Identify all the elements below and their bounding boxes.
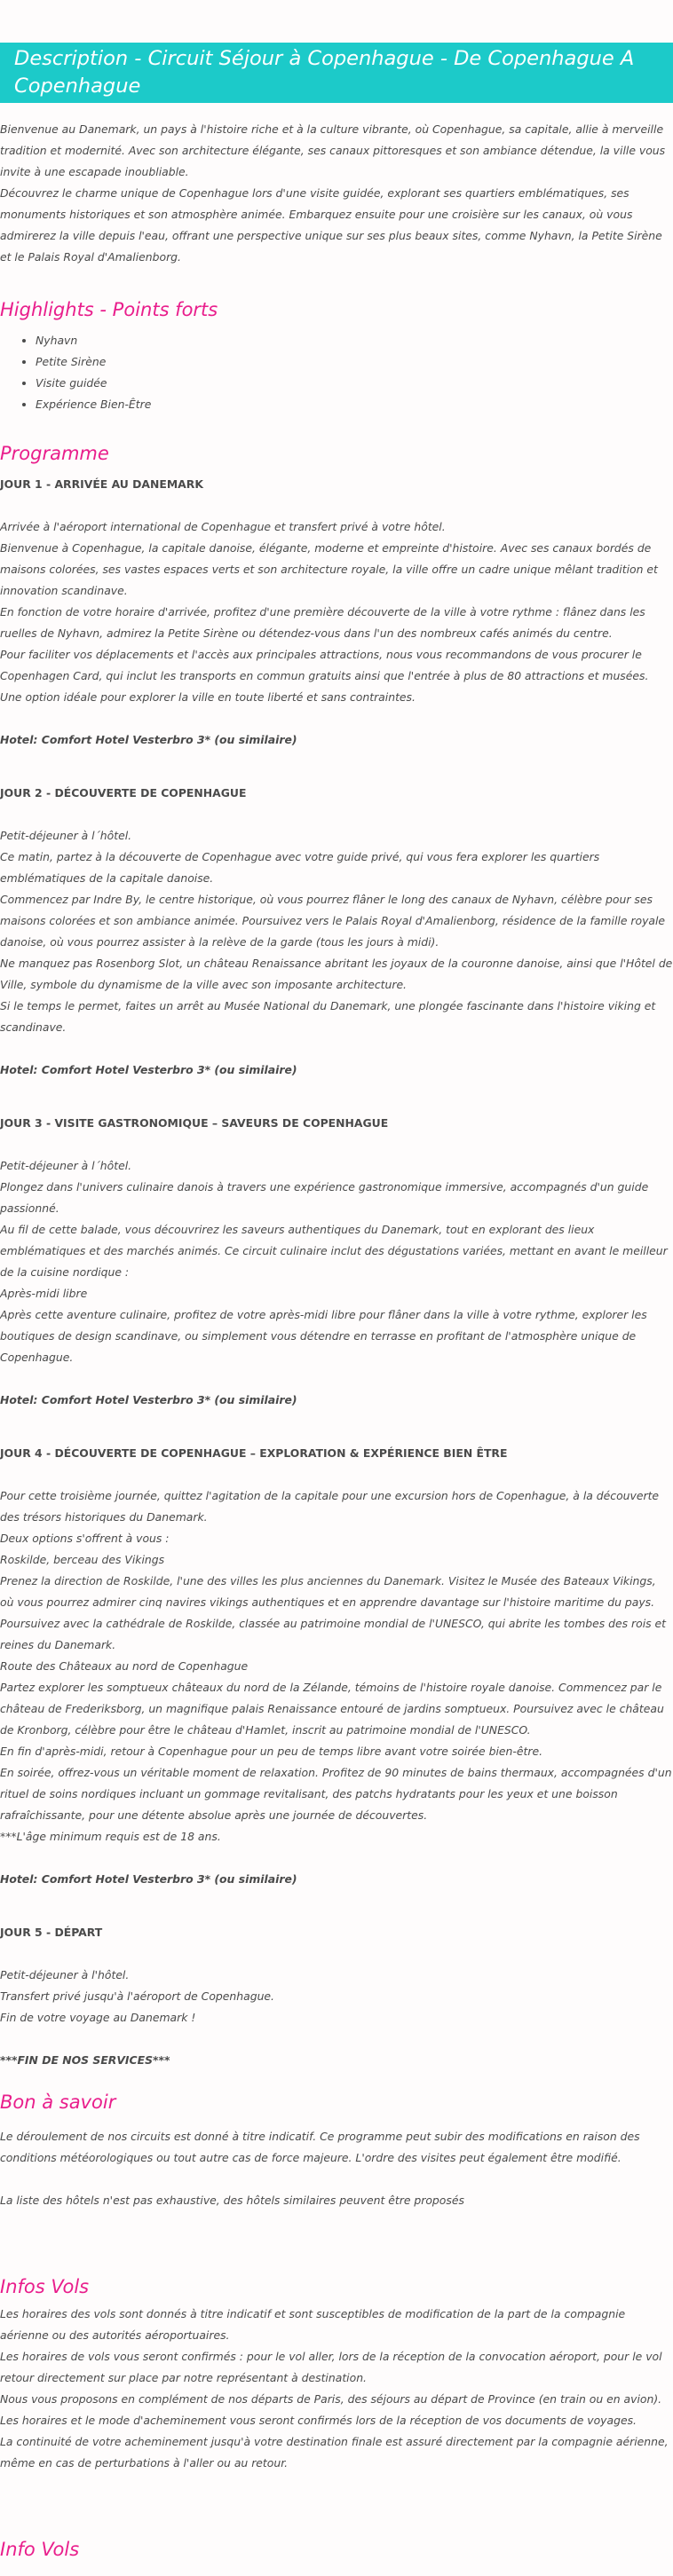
day-line: Au fil de cette balade, vous découvrirez les saveurs authentiques du Danemark, tout en explorant des lieux emblématiques et des marchés animés. Ce circuit culinaire inclut des dégustations variées, mettant en avant le meilleur de la cuisine nordique : (0, 1223, 668, 1279)
day-line: Pour cette troisième journée, quittez l'agitation de la capitale pour une excursion hors de Copenhague, à la découverte des trésors historiques du Danemark. (0, 1489, 660, 1524)
day-line: Petit-déjeuner à l'hôtel. (0, 1968, 130, 1981)
info-line: Les horaires et le mode d'acheminement vous seront confirmés lors de la réception de vos documents de voyages. (0, 2414, 637, 2427)
day-block (0, 1113, 673, 1411)
day-line: Partez explorer les somptueux châteaux du nord de la Zélande, témoins de l'histoire royale danoise. Commencez par le château de Frederiksborg, un magnifique palais Renaissance entouré de jardins somptueux. Poursuivez avec le château de Kronborg, célèbre pour être le château d'Hamlet, inscrit au patrimoine mondial de l'UNESCO. (0, 1681, 664, 1737)
day-line: Petit-déjeuner à l´hôtel. (0, 829, 132, 842)
day-line: Ne manquez pas Rosenborg Slot, un château Renaissance abritant les joyaux de la couronne danoise, ainsi que l'Hôtel de Ville, symbole du dynamisme de la ville avec son imposante architecture. (0, 957, 673, 991)
list-item: • Visite guidée (36, 373, 673, 394)
day-line: Ce matin, partez à la découverte de Copenhague avec votre guide privé, qui vous fera explorer les quartiers emblématiques de la capitale danoise. (0, 850, 600, 885)
day-line: ***L'âge minimum requis est de 18 ans. (0, 1830, 221, 1843)
info-paragraph: La liste des hôtels n'est pas exhaustive, des hôtels similaires peuvent être proposés (0, 2194, 464, 2207)
day-line: Fin de votre voyage au Danemark ! (0, 2011, 196, 2024)
list-item: • Petite Sirène (36, 351, 673, 373)
day-block (0, 1922, 673, 2071)
day-block (0, 783, 673, 1081)
day-line: En fin d'après-midi, retour à Copenhague pour un peu de temps libre avant votre soirée bien-être. (0, 1745, 543, 1758)
highlights-list (0, 330, 673, 415)
day-title: JOUR 1 - ARRIVÉE AU DANEMARK (0, 477, 203, 491)
page-title: Description - Circuit Séjour à Copenhague - De Copenhague A Copenhague (0, 43, 673, 103)
day-line: Roskilde, berceau des Vikings (0, 1553, 165, 1566)
day-line: Si le temps le permet, faites un arrêt au Musée National du Danemark, une plongée fascinante dans l'histoire viking et scandinave. (0, 999, 656, 1034)
day-line: Plongez dans l'univers culinaire danois à travers une expérience gastronomique immersive, accompagnés d'un guide passionné. (0, 1180, 649, 1215)
day-line: Arrivée à l'aéroport international de Copenhague et transfert privé à votre hôtel. (0, 520, 446, 533)
day-line: En fonction de votre horaire d'arrivée, profitez d'une première découverte de la ville à votre rythme : flânez dans les ruelles de Nyhavn, admirez la Petite Sirène ou détendez-vous dans l'un des nombreux cafés animés du centre. (0, 605, 645, 640)
bon-a-savoir-text (0, 2126, 673, 2211)
highlights-heading: Highlights - Points forts (0, 299, 218, 320)
hotel-line: Hotel: Comfort Hotel Vesterbro 3* (ou similaire) (0, 1393, 297, 1406)
day-line: Prenez la direction de Roskilde, l'une des villes les plus anciennes du Danemark. Visitez le Musée des Bateaux Vikings, où vous pourrez admirer cinq navires vikings authentiques et en apprendre davantage sur l'histoire maritime du pays. Poursuivez avec la cathédrale de Roskilde, classée au patrimoine mondial de l'UNESCO, qui abrite les tombes des rois et reines du Danemark. (0, 1574, 667, 1651)
day-title: JOUR 4 - DÉCOUVERTE DE COPENHAGUE – EXPLORATION & EXPÉRIENCE BIEN ÊTRE (0, 1446, 508, 1460)
info-line: Les horaires de vols vous seront confirmés : pour le vol aller, lors de la réception de la convocation aéroport, pour le vol retour directement sur place par notre représentant à destination. (0, 2350, 662, 2384)
info-line: Nous vous proposons en complément de nos départs de Paris, des séjours au départ de Province (en train ou en avion). (0, 2392, 662, 2406)
hotel-line: Hotel: Comfort Hotel Vesterbro 3* (ou similaire) (0, 1872, 297, 1886)
intro-paragraph: Découvrez le charme unique de Copenhague lors d'une visite guidée, explorant ses quartiers emblématiques, ses monuments historiques et son atmosphère animée. Embarquez ensuite pour une croisière sur les canaux, où vous admirerez la ville depuis l'eau, offrant une perspective unique sur ses plus beaux sites, comme Nyhavn, la Petite Sirène et le Palais Royal d'Amalienborg. (0, 186, 662, 264)
day-line: Après cette aventure culinaire, profitez de votre après-midi libre pour flâner dans la ville à votre rythme, explorer les boutiques de design scandinave, ou simplement vous détendre en terrasse en profitant de l'atmosphère unique de Copenhague. (0, 1308, 647, 1364)
day-line: Petit-déjeuner à l´hôtel. (0, 1159, 132, 1172)
day-line: En soirée, offrez-vous un véritable moment de relaxation. Profitez de 90 minutes de bains thermaux, accompagnées d'un rituel de soins nordiques incluant un gommage revitalisant, des patchs hydratants pour les yeux et une boisson rafraîchissante, pour une détente absolue après une journée de découvertes. (0, 1766, 672, 1822)
hotel-line: Hotel: Comfort Hotel Vesterbro 3* (ou similaire) (0, 1063, 297, 1076)
day-line: Transfert privé jusqu'à l'aéroport de Copenhague. (0, 1989, 274, 2003)
info-vols-heading: Info Vols (0, 2539, 80, 2560)
info-line: Les horaires des vols sont donnés à titre indicatif et sont susceptibles de modification de la part de la compagnie aérienne ou des autorités aéroportuaires. (0, 2307, 626, 2342)
infos-vols-heading: Infos Vols (0, 2276, 90, 2297)
intro-paragraph: Bienvenue au Danemark, un pays à l'histoire riche et à la culture vibrante, où Copenhague, sa capitale, allie à merveille tradition et modernité. Avec son architecture élégante, ses canaux pittoresques et son ambiance détendue, la ville vous invite à une escapade inoubliable. (0, 122, 666, 178)
day-line: Route des Châteaux au nord de Copenhague (0, 1659, 249, 1673)
day-title: JOUR 2 - DÉCOUVERTE DE COPENHAGUE (0, 786, 247, 800)
info-paragraph: Le déroulement de nos circuits est donné à titre indicatif. Ce programme peut subir des modifications en raison des conditions météorologiques ou tout autre cas de force majeure. L'ordre des visites peut également être modifié. (0, 2130, 640, 2164)
list-item: • Nyhavn (36, 330, 673, 351)
programme-heading: Programme (0, 443, 109, 464)
day-block (0, 1443, 673, 1890)
list-item: • Expérience Bien-Être (36, 394, 673, 415)
info-line: La continuité de votre acheminement jusqu'à votre destination finale est assuré directement par la compagnie aérienne, même en cas de perturbations à l'aller ou au retour. (0, 2435, 669, 2470)
hotel-line: Hotel: Comfort Hotel Vesterbro 3* (ou similaire) (0, 733, 297, 746)
day-line: Après-midi libre (0, 1287, 88, 1300)
day-title: JOUR 5 - DÉPART (0, 1926, 103, 1939)
day-line: Bienvenue à Copenhague, la capitale danoise, élégante, moderne et empreinte d'histoire. Avec ses canaux bordés de maisons colorées, ses vastes espaces verts et son architecture royale, la ville offre un cadre unique mêlant tradition et innovation scandinave. (0, 541, 658, 597)
bon-a-savoir-heading: Bon à savoir (0, 2092, 116, 2113)
day-line: Commencez par Indre By, le centre historique, où vous pourrez flâner le long des canaux de Nyhavn, célèbre pour ses maisons colorées et son ambiance animée. Poursuivez vers le Palais Royal d'Amalienborg, résidence de la famille royale danoise, où vous pourrez assister à la relève de la garde (tous les jours à midi). (0, 893, 666, 949)
main-content (0, 119, 673, 2563)
day-title: JOUR 3 - VISITE GASTRONOMIQUE – SAVEURS DE COPENHAGUE (0, 1116, 389, 1130)
infos-vols-text (0, 2304, 673, 2474)
day-line: Deux options s'offrent à vous : (0, 1532, 170, 1545)
intro-text (0, 119, 673, 268)
end-of-services: ***FIN DE NOS SERVICES*** (0, 2053, 170, 2067)
day-block (0, 474, 673, 751)
day-line: Pour faciliter vos déplacements et l'accès aux principales attractions, nous vous recommandons de vous procurer le Copenhagen Card, qui inclut les transports en commun gratuits ainsi que l'entrée à plus de 80 attractions et musées. Une option idéale pour explorer la ville en toute liberté et sans contraintes. (0, 648, 649, 704)
